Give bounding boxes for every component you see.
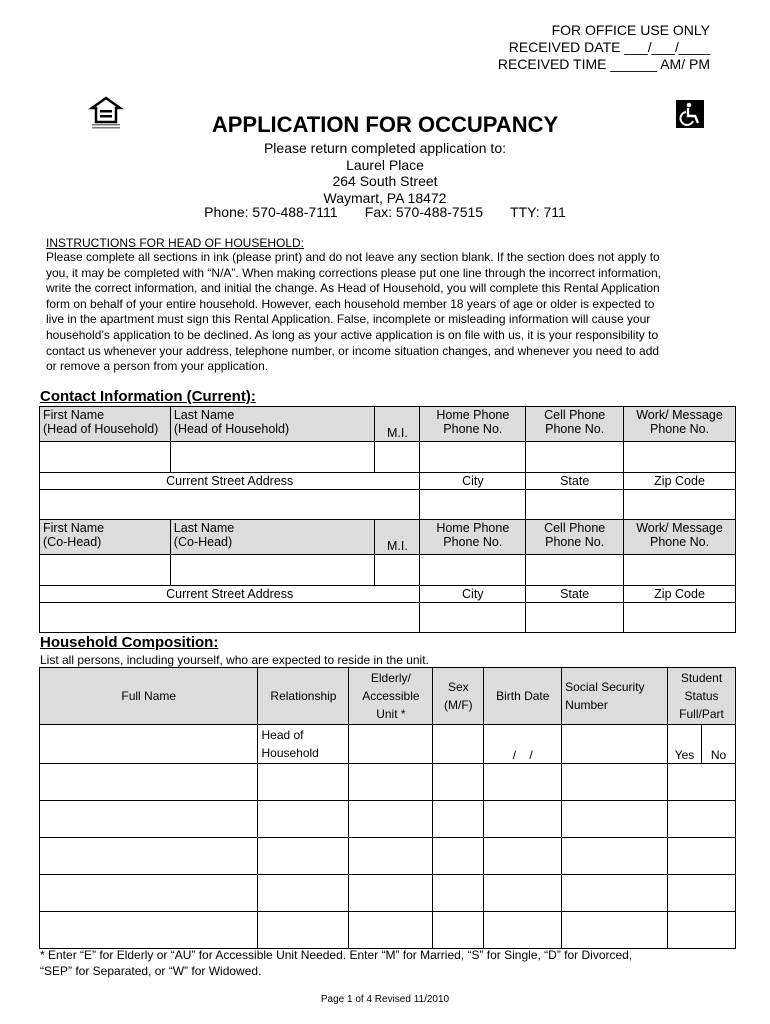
street-address: 264 South Street [332, 173, 438, 189]
household-row [40, 801, 736, 838]
office-use-title: FOR OFFICE USE ONLY [551, 22, 710, 38]
contact-table-head [39, 406, 736, 520]
cohead-header-row [40, 520, 736, 555]
sex-header: Sex (M/F) [433, 668, 484, 725]
household-cell[interactable] [258, 764, 349, 801]
household-cell[interactable] [433, 875, 484, 912]
household-cell[interactable] [668, 875, 736, 912]
page-footer: Page 1 of 4 Revised 11/2010 [320, 994, 450, 1005]
household-cell[interactable] [668, 801, 736, 838]
household-cell[interactable] [562, 875, 668, 912]
zip-field[interactable] [624, 490, 736, 520]
elderly-field[interactable] [349, 725, 433, 764]
cohead-state-label: State [526, 586, 624, 603]
household-cell[interactable] [484, 875, 562, 912]
household-cell[interactable] [40, 801, 258, 838]
household-cell[interactable] [433, 912, 484, 949]
household-cell[interactable] [562, 801, 668, 838]
household-cell[interactable] [40, 838, 258, 875]
household-cell[interactable] [40, 912, 258, 949]
birth-date-field[interactable]: / / [484, 725, 562, 764]
instructions-line: form on behalf of your entire household. However, each household member 18 years of age or older is expected to [46, 296, 655, 311]
state-field[interactable] [526, 490, 624, 520]
household-row-head [40, 725, 736, 764]
household-cell[interactable] [668, 764, 736, 801]
household-cell[interactable] [349, 764, 433, 801]
tty-number: TTY: 711 [510, 204, 566, 220]
cohead-work-phone-header: Work/ Message Phone No. [624, 520, 736, 555]
household-cell[interactable] [40, 764, 258, 801]
household-section-heading: Household Composition: [40, 634, 219, 651]
student-no-option[interactable]: No [701, 725, 735, 764]
codes-note-line: “SEP” for Separated, or “W” for Widowed. [40, 963, 262, 978]
mi-field[interactable] [375, 442, 420, 473]
contact-numbers [0, 204, 770, 220]
household-cell[interactable] [40, 875, 258, 912]
household-row [40, 764, 736, 801]
cohead-address-label-row [40, 586, 736, 603]
phone-number: Phone: 570-488-7111 [204, 204, 338, 220]
household-cell[interactable] [349, 838, 433, 875]
household-cell[interactable] [562, 838, 668, 875]
first-name-field[interactable] [40, 442, 171, 473]
cohead-city-label: City [420, 586, 526, 603]
office-use-block [498, 22, 710, 73]
household-cell[interactable] [484, 764, 562, 801]
state-label: State [526, 473, 624, 490]
household-cell[interactable] [349, 801, 433, 838]
household-cell[interactable] [484, 912, 562, 949]
cohead-city-field[interactable] [420, 603, 526, 633]
mi-header: M.I. [375, 407, 420, 442]
codes-note-line: * Enter “E” for Elderly or “AU” for Accessible Unit Needed. Enter “M” for Married, “S” for Single, “D” for Divorced, [40, 948, 633, 962]
full-name-header: Full Name [40, 668, 258, 725]
codes-note [40, 948, 730, 979]
household-cell[interactable] [484, 801, 562, 838]
cohead-mi-field[interactable] [375, 555, 420, 586]
cohead-last-name-field[interactable] [170, 555, 375, 586]
address-label-row [40, 473, 736, 490]
household-header-row [40, 668, 736, 725]
zip-label: Zip Code [624, 473, 736, 490]
household-cell[interactable] [258, 912, 349, 949]
contact-header-row [40, 407, 736, 442]
instructions-line: live in the apartment must sign this Rental Application. False, incomplete or misleading information will cause your [46, 312, 651, 327]
household-name-field[interactable] [40, 725, 258, 764]
cohead-last-name-header: Last Name (Co-Head) [170, 520, 375, 555]
student-yes-option[interactable]: Yes [668, 725, 702, 764]
cohead-state-field[interactable] [526, 603, 624, 633]
cohead-work-phone-field[interactable] [624, 555, 736, 586]
household-cell[interactable] [668, 912, 736, 949]
instructions-line: write the correct information, and initial the change. As Head of Household, you will complete this Rental Application [46, 281, 660, 296]
cohead-home-phone-header: Home Phone Phone No. [420, 520, 526, 555]
sex-field[interactable] [433, 725, 484, 764]
household-cell[interactable] [668, 838, 736, 875]
cohead-street-address-field[interactable] [40, 603, 420, 633]
cohead-home-phone-field[interactable] [420, 555, 526, 586]
household-cell[interactable] [484, 838, 562, 875]
work-phone-header: Work/ Message Phone No. [624, 407, 736, 442]
property-name: Laurel Place [346, 156, 424, 173]
cell-phone-header: Cell Phone Phone No. [526, 407, 624, 442]
home-phone-header: Home Phone Phone No. [420, 407, 526, 442]
street-address-field[interactable] [40, 490, 420, 520]
instructions-line: you, it may be completed with “N/A”. When making corrections please put one line through the incorrect information, [46, 265, 661, 280]
received-date-line: RECEIVED DATE ___/___/____ [508, 39, 710, 55]
instructions-line: Please complete all sections in ink (please print) and do not leave any section blank. If the section does not apply to [46, 250, 660, 264]
household-cell[interactable] [433, 764, 484, 801]
contact-table-cohead [39, 519, 736, 633]
household-cell[interactable] [562, 764, 668, 801]
last-name-header: Last Name (Head of Household) [170, 407, 375, 442]
address-input-row [40, 490, 736, 520]
home-phone-field[interactable] [420, 442, 526, 473]
instructions-line: household’s application to be declined. As long as your active application is on file with us, it is your responsibility to [46, 327, 659, 342]
cohead-address-input-row [40, 603, 736, 633]
city-state-zip: Waymart, PA 18472 [323, 189, 447, 206]
household-cell[interactable] [349, 875, 433, 912]
work-phone-field[interactable] [624, 442, 736, 473]
household-cell[interactable] [258, 838, 349, 875]
household-cell[interactable] [349, 912, 433, 949]
first-name-header: First Name (Head of Household) [40, 407, 171, 442]
page-title: APPLICATION FOR OCCUPANCY [211, 112, 559, 137]
cohead-mi-header: M.I. [375, 520, 420, 555]
received-time-line: RECEIVED TIME ______ AM/ PM [497, 56, 710, 72]
fax-number: Fax: 570-488-7515 [364, 204, 484, 220]
relationship-head: Head of Household [258, 725, 349, 764]
ssn-header: Social Security Number [562, 668, 668, 725]
household-cell[interactable] [433, 801, 484, 838]
return-instruction: Please return completed application to: [263, 140, 507, 156]
last-name-field[interactable] [170, 442, 375, 473]
instructions-text [46, 250, 706, 375]
instructions-heading: INSTRUCTIONS FOR HEAD OF HOUSEHOLD: [46, 236, 305, 250]
cohead-zip-field[interactable] [624, 603, 736, 633]
city-field[interactable] [420, 490, 526, 520]
household-row [40, 838, 736, 875]
relationship-header: Relationship [258, 668, 349, 725]
instructions-line: or remove a person from your application. [46, 359, 269, 374]
student-status-header: Student Status Full/Part [668, 668, 736, 725]
cohead-street-address-label: Current Street Address [40, 586, 420, 603]
cohead-cell-phone-header: Cell Phone Phone No. [526, 520, 624, 555]
household-subheading: List all persons, including yourself, who are expected to reside in the unit. [40, 653, 429, 667]
cohead-first-name-field[interactable] [40, 555, 171, 586]
household-cell[interactable] [433, 838, 484, 875]
household-cell[interactable] [258, 875, 349, 912]
contact-section-heading: Contact Information (Current): [40, 388, 256, 405]
instructions-line: contact us whenever your address, telephone number, or income situation changes, and whenever you need to add [46, 343, 660, 358]
household-table [39, 667, 736, 949]
household-row [40, 912, 736, 949]
ssn-field[interactable] [562, 725, 668, 764]
cell-phone-field[interactable] [526, 442, 624, 473]
household-row [40, 875, 736, 912]
household-cell[interactable] [258, 801, 349, 838]
household-cell[interactable] [562, 912, 668, 949]
city-label: City [420, 473, 526, 490]
street-address-label: Current Street Address [40, 473, 420, 490]
cohead-cell-phone-field[interactable] [526, 555, 624, 586]
cohead-input-row [40, 555, 736, 586]
cohead-zip-label: Zip Code [624, 586, 736, 603]
cohead-first-name-header: First Name (Co-Head) [40, 520, 171, 555]
contact-input-row [40, 442, 736, 473]
return-address [0, 140, 770, 206]
birth-date-header: Birth Date [484, 668, 562, 725]
elderly-header: Elderly/ Accessible Unit * [349, 668, 433, 725]
